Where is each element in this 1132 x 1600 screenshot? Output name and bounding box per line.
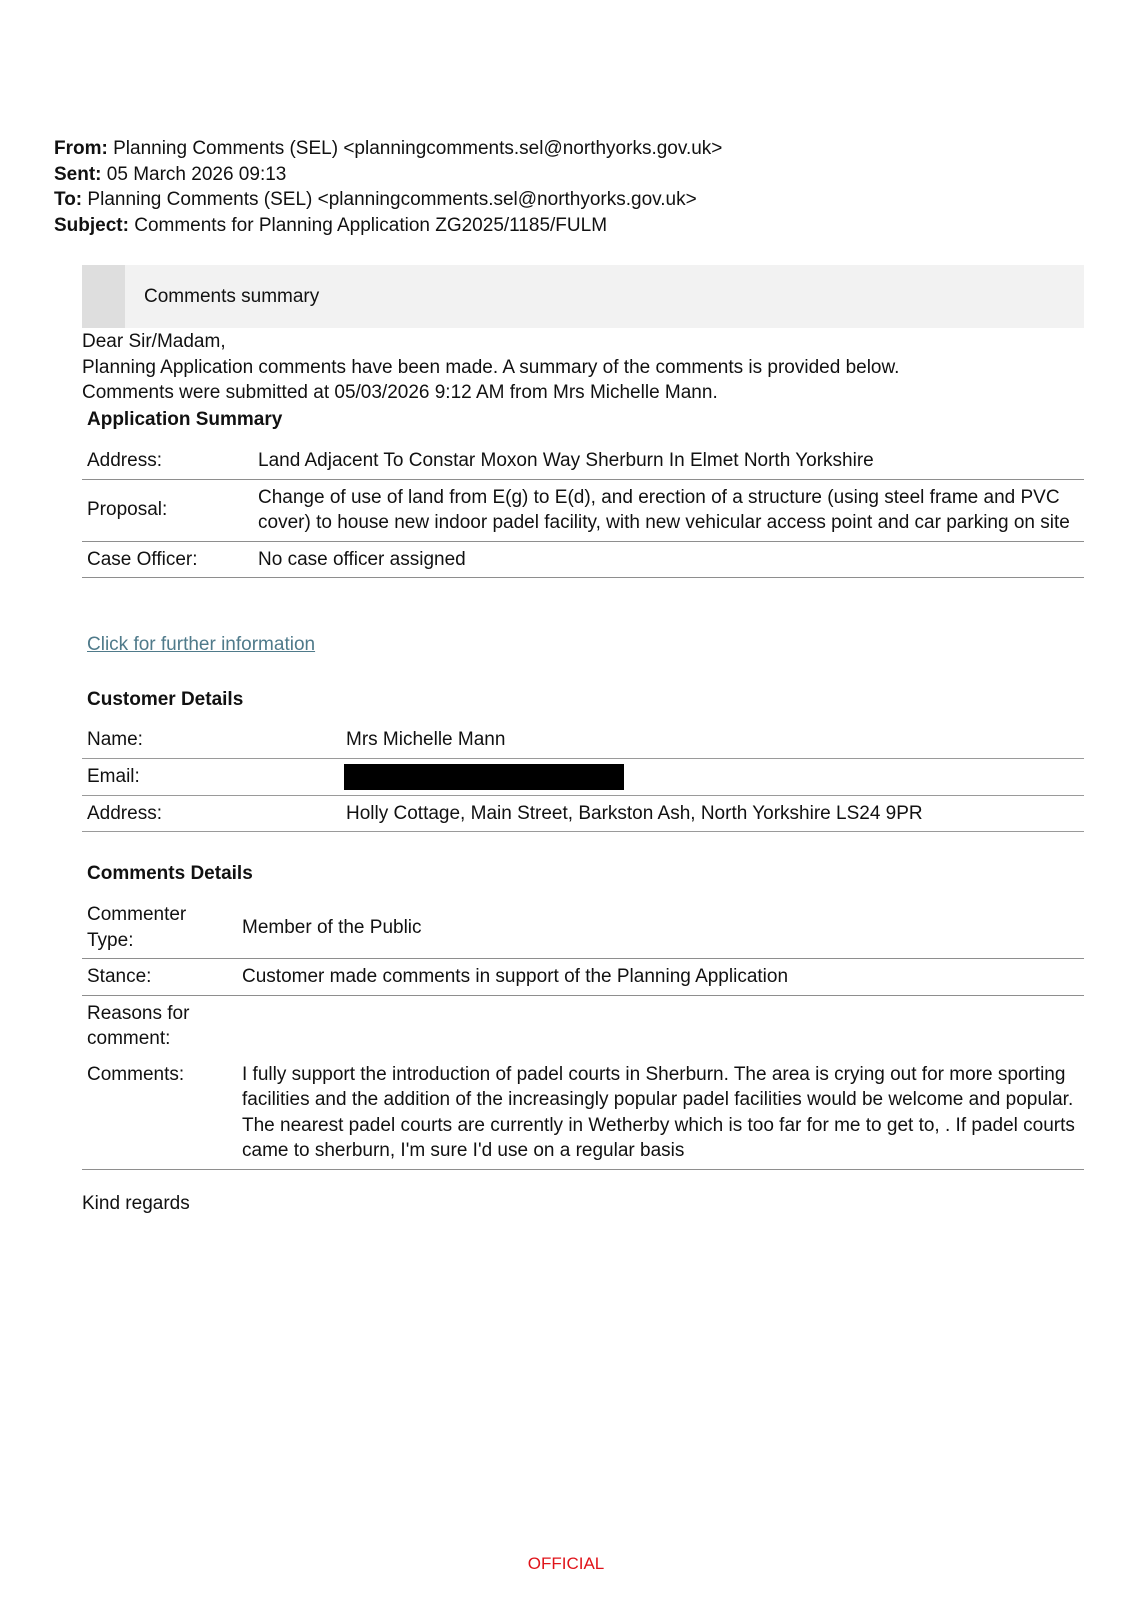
row-key: Comments: [87,1063,185,1085]
comments-details-table [82,897,1084,1170]
row-value: Change of use of land from E(g) to E(d), and erection of a structure (using steel frame and PVC cover) to house new indoor padel facility, with new vehicular access point and car parking on site [258,486,1070,533]
table-row [82,479,1084,541]
table-row [82,795,1084,832]
row-value: Mrs Michelle Mann [346,729,506,750]
table-row [82,959,1084,996]
row-key: Stance: [87,966,152,987]
to-value: Planning Comments (SEL) <planningcomments.sel@northyorks.gov.uk> [87,189,697,210]
row-key: Address: [87,802,162,824]
table-row [82,722,1084,758]
customer-details-table [82,722,1084,832]
from-row [54,136,722,162]
row-value: Customer made comments in support of the Planning Application [242,966,789,987]
row-key: Commenter Type: [87,904,187,951]
further-information-link[interactable]: Click for further information [87,634,316,655]
table-row [82,1057,1084,1170]
redacted-email-block [344,764,624,790]
from-value: Planning Comments (SEL) <planningcomments.sel@northyorks.gov.uk> [113,138,723,159]
table-row [82,541,1084,578]
application-summary-table [82,443,1084,578]
row-key: Address: [87,450,162,471]
row-key: Proposal: [87,499,168,521]
row-value: Member of the Public [242,916,422,938]
intro-line-1: Planning Application comments have been made. A summary of the comments is provided below. [82,356,900,378]
intro-line-2: Comments were submitted at 05/03/2026 9:12 AM from Mrs Michelle Mann. [82,382,718,403]
from-label: From: [54,138,108,159]
official-marking: OFFICIAL [527,1554,605,1573]
sent-value: 05 March 2026 09:13 [106,163,287,185]
email-header [54,136,722,238]
greeting: Dear Sir/Madam, [82,331,226,352]
comments-summary-banner [82,265,1084,328]
sent-row [54,162,722,188]
table-row [82,758,1084,795]
row-key: Reasons for comment: [87,1002,190,1049]
subject-row [54,213,722,239]
comments-details-title: Comments Details [87,863,253,884]
table-row [82,897,1084,959]
row-value: No case officer assigned [258,548,466,570]
row-key: Case Officer: [87,548,198,570]
row-key: Name: [87,729,143,750]
table-row [82,443,1084,479]
application-summary-title: Application Summary [87,409,283,430]
signoff: Kind regards [82,1193,190,1214]
intro-text [82,329,899,406]
subject-value: Comments for Planning Application ZG2025/1185/FULM [134,214,608,236]
row-value [346,758,1084,795]
row-value: Holly Cottage, Main Street, Barkston Ash, North Yorkshire LS24 9PR [346,802,923,824]
banner-title: Comments summary [144,285,320,307]
row-value: Land Adjacent To Constar Moxon Way Sherburn In Elmet North Yorkshire [258,450,874,471]
sent-label: Sent: [54,163,102,185]
row-value [242,995,1084,1057]
table-row [82,995,1084,1057]
row-key: Email: [87,765,140,787]
to-row [54,187,722,213]
to-label: To: [54,189,83,210]
row-value: I fully support the introduction of padel courts in Sherburn. The area is crying out for more sporting facilities and the addition of the increasingly popular padel facilities would be welcome and popular. The nearest padel courts are currently in Wetherby which is too far for me to get to, . If padel courts came to sherburn, I'm sure I'd use on a regular basis [242,1063,1075,1161]
banner-accent [82,265,125,328]
subject-label: Subject: [54,214,129,236]
customer-details-title: Customer Details [87,689,244,710]
